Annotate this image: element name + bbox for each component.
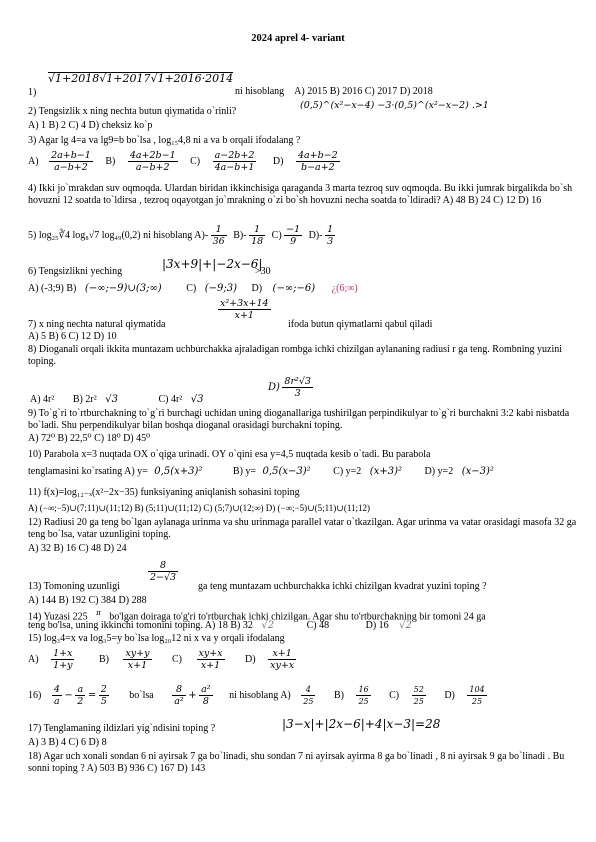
- q1-expression: √1+2018√1+2017√1+2016·2014: [48, 72, 234, 85]
- q12-text: 12) Radiusi 20 ga teng bo`lgan aylanaga urinma va shu urinmaga parallel vatar o`tkazilgan. Agar urinma va vatar orasidagi masofa 32 ga teng bo`lsa, vatar uzunligini toping.: [28, 517, 577, 540]
- q14-options: teng bo'lsa, uning ikkinchi tomonini toping. A) 18 B) 32 √2 C) 48 D) 16 √2: [28, 620, 412, 631]
- q15-text: 15) log₃4=x va log₃5=y bo`lsa log₂₀12 ni x va y orqali ifodalang: [28, 633, 285, 644]
- q17-text: 17) Tenglamaning ildizlari yig`ndisini toping ?: [28, 723, 216, 734]
- q14-text: 14) Yuzasi 225 $^\pi$ bo'lgan doiraga to'g'ri to'rtburchak ichki chizilgan. Agar shu to'rtburchakning bir tomoni 24 ga: [28, 609, 486, 623]
- q13-tail: ga teng muntazam uchburchakka ichki chizilgan kvadrat yuzini toping ?: [198, 581, 487, 592]
- q1-text: ni hisoblang A) 2015 B) 2016 C) 2017 D) 2018: [235, 86, 433, 97]
- q17-expression: |3−x|+|2x−6|+4|x−3|=28: [282, 717, 441, 731]
- q15-options: A) $\frac{1+x}{1+y}$ B) $\frac{xy+y}{x+1}$ C) $\frac{xy+x}{x+1}$ D) $\frac{x+1}{xy+x}$: [28, 648, 295, 671]
- q2-options: A) 1 B) 2 C) 4 D) cheksiz ko`p: [28, 120, 153, 131]
- q12-options: A) 32 B) 16 C) 48 D) 24: [28, 543, 127, 554]
- q18-text: 18) Agar uch xonali sondan 6 ni ayirsak 7 ga bo`linadi, shu sondan 7 ni ayirsak ayirma 8 ga bo`linadi , 8 ni ayirsak 9 ga bo`linadi . Bu sonni toping ? A) 503 B) 936 C) 167 D) 143: [28, 751, 565, 774]
- q7-text: 7) x ning nechta natural qiymatida: [28, 319, 166, 330]
- q11-text: 11) f(x)=log₁₂₋ₓ(x²−2x−35) funksiyaning aniqlanish sohasini toping: [28, 487, 300, 498]
- q17-options: A) 3 B) 4 C) 6 D) 8: [28, 737, 107, 748]
- q3-options: A) $\frac{2a+b-1}{a-b+2}$ B) $\frac{4a+2b-1}{a-b+2}$ C) $\frac{a-2b+2}{4a-b+1}$ D) $\frac{4a+b-2}{b-a+2}$: [28, 150, 338, 173]
- q2-text: 2) Tengsizlik x ning nechta butun qiymatida o`rinli?: [28, 106, 237, 117]
- q10-text: 10) Parabola x=3 nuqtada OX o`qiga urinadi. OY o`qini esa y=4,5 nuqtada kesib o`tadi. Bu parabola: [28, 449, 431, 460]
- q8-option-d: D) $\frac{\text{8r²√3}}{3}$: [268, 376, 311, 399]
- q1-number: 1): [28, 87, 37, 98]
- q4-text: 4) Ikki jo`mrakdan suv oqmoqda. Ulardan biridan ikkinchisiga qaraganda 3 marta tezroq suv oqmoqda. Bu ikki jumrak birgalikda bo`sh hovuzni 12 soatda to`ldirsa , tezroq oqayotgan jo`mrakning o`zi bo`sh hovuzni necha soatda to`ldiradi? A) 48 B) 24 C) 12 D) 16: [28, 183, 573, 206]
- q7-options: A) 5 B) 6 C) 12 D) 10: [28, 331, 117, 342]
- q6-expression: |3x+9|+|−2x−6|: [162, 257, 263, 271]
- q11-options: A) (−∞;−5)∪(7;11)∪(11;12) B) (5;11)∪(11;12) C) (5;7)∪(12;∞) D) (−∞;−5)∪(5;11)∪(11;12): [28, 503, 370, 513]
- q13-fraction: $\frac{8}{2-√3}$: [150, 560, 177, 583]
- q8-options: A) 4r² B) 2r² √3 C) 4r² √3: [30, 394, 204, 405]
- q6-gt: >30: [255, 266, 271, 277]
- q2-expression: (0,5)^(x²−x−4) −3·(0,5)^(x²−x−2) .>1: [300, 100, 489, 111]
- q6-options: A) (-3;9) B) (−∞;−9)∪(3;∞) C) (−9;3) D) (−∞;−6) ¿(6;∞): [28, 283, 358, 294]
- q7-fraction: $\frac{\text{x²+3x+14}}{x+1}$: [220, 298, 269, 321]
- page-title: 2024 aprel 4- variant: [251, 33, 345, 44]
- q3-text: 3) Agar lg 4=a va lg9=b bo`lsa , log₁₅4,8 ni a va b orqali ifodalang ?: [28, 135, 301, 146]
- q16-row: 16) $\frac{4}{a}$ − $\frac{a}{2}$ = $\frac{2}{5}$ bo`lsa $\frac{8}{\text{a²}}$ + $\frac{\text{a²}}{8}$ ni hisoblang A) $\frac{4}{25}$ B) $\frac{16}{25}$ C) $\frac{52}{25}$ D) $\frac{104}{25}$: [28, 684, 485, 707]
- q7-tail: ifoda butun qiymatlarni qabul qiladi: [288, 319, 433, 330]
- q6-text: 6) Tengsizlikni yeching: [28, 266, 123, 277]
- q1-options: A) 2015 B) 2016 C) 2017 D) 2018: [294, 86, 433, 97]
- q9-text: 9) To`g`ri to`rtburchakning to`g`ri burchagi uchidan uning dioganallariga tushirilgan perpindikulyar to`g`ri burchakni 3:2 kabi nisbatda bo`ladi. Shu perpendikulyar bilan boshqa dioganal orasidagi burchakni toping.: [28, 408, 570, 431]
- q5-row: 5) log₂₅∛4 log₈√7 log₄₉(0,2) ni hisoblang A)- $\frac{1}{36}$ B)- $\frac{1}{18}$ C) $\frac{-1}{9}$ D)- $\frac{1}{3}$: [28, 224, 334, 247]
- q10-options: tenglamasini ko`rsating A) y= 0,5(x+3)² B) y= 0,5(x−3)² C) y=2 (x+3)² D) y=2 (x−3)²: [28, 466, 494, 477]
- q13-options: A) 144 B) 192 C) 384 D) 288: [28, 595, 147, 606]
- q13-text: 13) Tomoning uzunligi: [28, 581, 120, 592]
- q8-text: 8) Dioganali orqali ikkita muntazam uchburchakka ajraladigan rombga ichki chizilgan aylananing radiusi r ga teng. Rombning yuzini toping.: [28, 344, 563, 367]
- q9-options: A) 72⁰ B) 22,5⁰ C) 18⁰ D) 45⁰: [28, 433, 151, 444]
